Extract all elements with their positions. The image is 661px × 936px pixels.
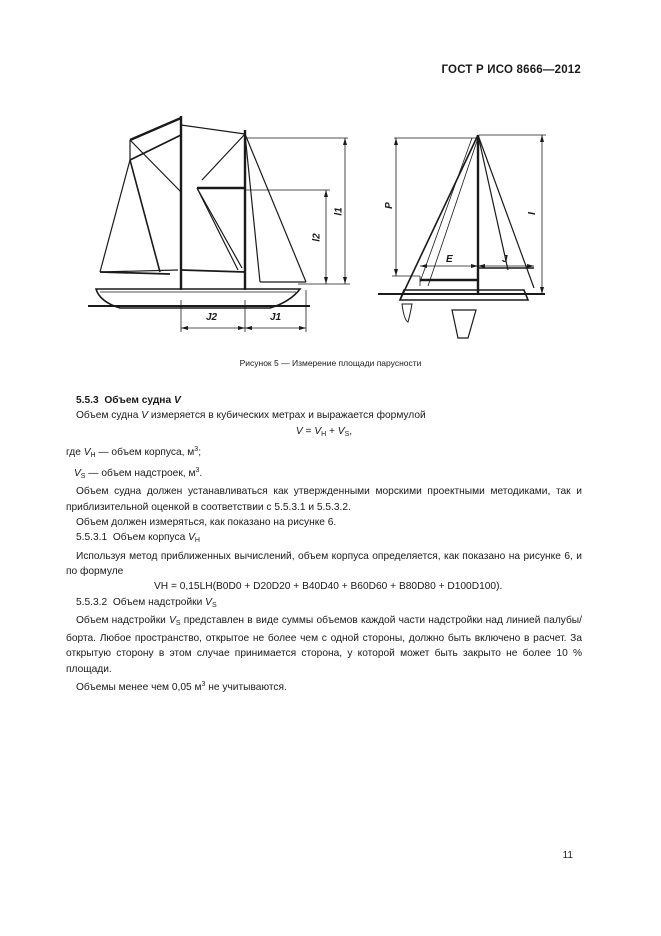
section-heading: 5.5.3 Объем судна V [76,395,181,406]
label-l2: l2 [311,233,323,242]
label-E: E [446,254,453,265]
formula-hull-volume: VH = 0,15LH(B0D0 + D20D20 + B40D40 + B60D60 + B80D80 + D100D100). [154,581,503,593]
label-J: J [502,254,508,265]
standard-header: ГОСТ Р ИСО 8666—2012 [441,64,581,76]
paragraph-approximation: Используя метод приближенных вычислений, объем корпуса определяется, как показано на рисунке 6, и по формуле [66,550,582,577]
label-I: I [526,212,538,215]
paragraph-figure-ref: Объем должен измеряться, как показано на рисунке 6. [76,517,337,529]
page-number: 11 [562,850,573,861]
subsection-hull-heading: 5.5.3.1 Объем корпуса $V_H$ [76,532,200,545]
paragraph-small-volumes: Объемы менее чем 0,05 $м^3$ не учитываются. [76,681,287,694]
sail-area-figure [0,0,661,360]
section-intro: Объем судна V измеряется в кубических метрах и выражается формулой [76,410,426,422]
label-l1: l1 [333,207,345,216]
figure-caption: Рисунок 5 — Измерение площади парусности [239,358,422,368]
paragraph-superstructure: Объем надстройки $V_S$ представлен в виде суммы объемов каждой части надстройки над линией палубы/ борта. Любое пространство, открытое не более чем с одной стороны, должно быть включено в расчет. За открытую сторону в этом случае принимается сторона, у которой может быть закрыто не более 10 % площади. [66,614,582,675]
label-J2: J2 [206,312,218,323]
where-hull: где $V_H$ — объем корпуса, $м^3$; [66,445,202,459]
sail-diagram [0,0,661,360]
label-J1: J1 [270,312,282,323]
paragraph-methods: Объем судна должен устанавливаться как утвержденными морскими проектными методиками, так и приблизительной оценкой в соответствии с 5.5.3.1 и 5.5.3.2. [66,486,582,513]
formula-total-volume: $V = V_H + V_S$, [295,425,353,438]
where-superstructure: $V_S$ — объем надстроек, $м^3$. [74,467,203,481]
label-P: P [383,202,395,209]
document-body [66,393,582,695]
subsection-superstructure-heading: 5.5.3.2 Объем надстройки $V_S$ [76,596,217,609]
